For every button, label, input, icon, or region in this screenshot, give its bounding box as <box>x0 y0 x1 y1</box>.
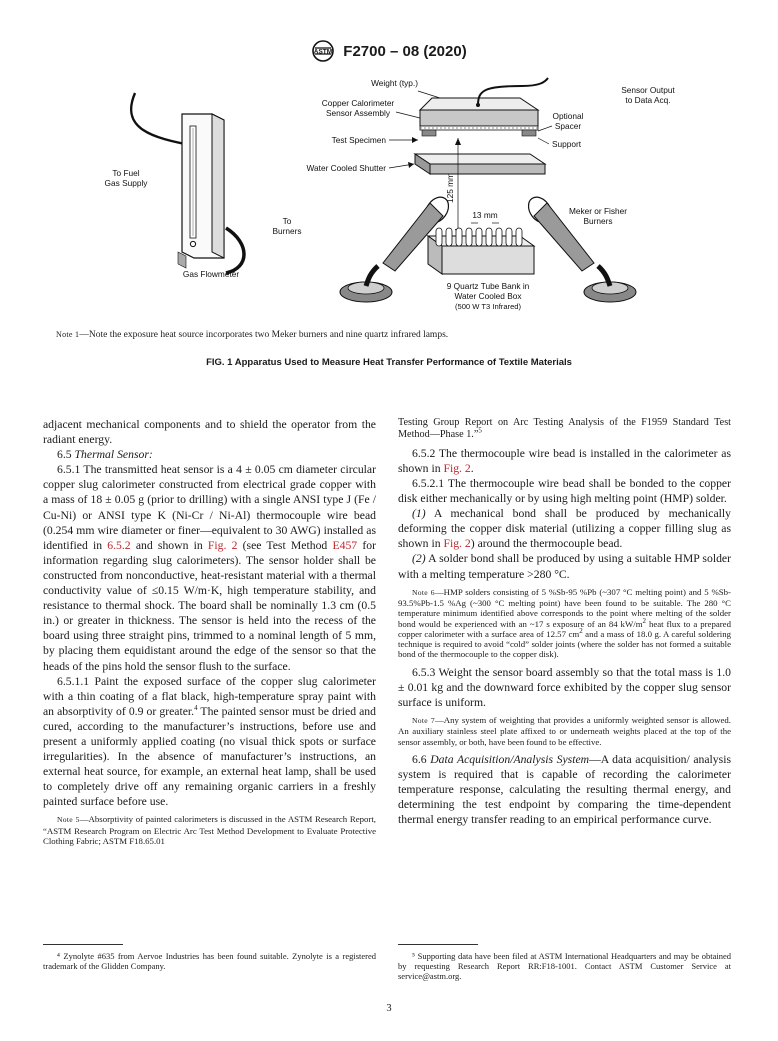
note-label: Note 1 <box>56 330 80 339</box>
paragraph-6-5-2: 6.5.2 The thermocouple wire bead is installed in the calorimeter as shown in Fig. 2. <box>398 446 731 475</box>
figure-caption: FIG. 1 Apparatus Used to Measure Heat Transfer Performance of Textile Materials <box>206 357 572 368</box>
paragraph-6-5-1-1: 6.5.1.1 Paint the exposed surface of the copper slug calorimeter with a thin coating of a flat black, high-temperature spray paint with an absorptivity of 0.9 or greater.$^4$ The painted sensor must be dried and cured, according to the manufacturer’s instructions, before use and present a uniformly applied coating (no visual thick spots or surface irregularities). In the absence of manufacturer’s instructions, an external heat source, for example, an external heat lamp, shall be used to completely drive off any remaining organic carriers in a freshly painted surface before use. <box>43 674 376 809</box>
svg-text:ASTM: ASTM <box>314 48 333 56</box>
label-sensor-output-1: Sensor Output <box>621 85 675 95</box>
label-meker-2: Burners <box>583 216 613 226</box>
footnote-rule <box>43 944 123 945</box>
list-item-2: (2) A solder bond shall be produced by using a suitable HMP solder with a melting temperature >280 °C. <box>398 552 731 581</box>
footnote-5: ⁵ Supporting data have been filed at ASTM International Headquarters and may be obtained by requesting Research Report RR:F18-1001. Contact ASTM Customer Service at service@astm.org. <box>398 951 731 982</box>
standard-designation: F2700 – 08 (2020) <box>343 42 467 60</box>
right-column <box>398 417 731 827</box>
note-6: Note 6—HMP solders consisting of 5 %Sb-95 %Pb (~307 °C melting point) and 5 %Sb-93.5%Pb-1.5 %Ag (~300 °C melting point) have been found to be suitable. The 280 °C temperature minimum identified above corresponds to the point where melting of the solder bond would be experienced with an ~17 s exposure of an 84 $kW/m^2$ heat flux to a prepared copper calorimeter with a surface area of 12.57 $cm^2$ and a mass of 18.0 g. A careful soldering technique is required to avoid “cold” solder joints (where the solder has not formed a suitable bond of the thermocouple to the copper disk). <box>398 586 731 660</box>
label-meker-1: Meker or Fisher <box>568 206 628 216</box>
label-burners-1: To <box>282 216 292 226</box>
link-fig-2[interactable]: Fig. 2 <box>443 461 471 475</box>
page-number: 3 <box>386 1003 392 1014</box>
note-text: —Note the exposure heat source incorporates two Meker burners and nine quartz infrared lamps. <box>79 330 449 340</box>
note-5-continued: Testing Group Report on Arc Testing Analysis of the F1959 Standard Test Method—Phase 1.”$^5$ <box>398 417 731 441</box>
label-support: Support <box>552 139 582 149</box>
label-fuel-1: To Fuel <box>112 168 140 178</box>
label-copper-cal-1: Copper Calorimeter <box>321 98 395 108</box>
footnote-4: ⁴ Zynolyte #635 from Aervoe Industries has been found suitable. Zynolyte is a registered trademark of the Glidden Company. <box>43 951 376 972</box>
figure-note <box>56 330 448 340</box>
paragraph-6-5-2-1: 6.5.2.1 The thermocouple wire bead shall be bonded to the copper disk either mechanically or by using high melting point (HMP) solder. <box>398 477 731 506</box>
label-weight: Weight (typ.) <box>371 78 418 88</box>
label-quartz-3: (500 W T3 Infrared) <box>454 302 522 311</box>
paragraph: adjacent mechanical components and to shield the operator from the radiant energy. <box>43 418 376 447</box>
label-sensor-output-2: to Data Acq. <box>625 95 671 105</box>
link-6-5-2[interactable]: 6.5.2 <box>107 538 131 552</box>
label-burners-2: Burners <box>272 226 302 236</box>
label-optional-2: Spacer <box>554 121 582 131</box>
label-fuel-2: Gas Supply <box>104 178 148 188</box>
footnote-rule <box>398 944 478 945</box>
link-fig-2[interactable]: Fig. 2 <box>443 537 471 551</box>
label-quartz-1: 9 Quartz Tube Bank in <box>446 281 530 291</box>
astm-logo-icon <box>311 40 335 62</box>
paragraph-6-5-3: 6.5.3 Weight the sensor board assembly so that the total mass is 1.0 ± 0.01 kg and the downward force exhibited by the copper slug sensor surface is uniform. <box>398 665 731 709</box>
label-dist-125: 125 mm <box>445 173 455 203</box>
label-quartz-2: Water Cooled Box <box>454 291 522 301</box>
document-header <box>0 40 778 62</box>
paragraph-6-5-1: 6.5.1 The transmitted heat sensor is a 4 ± 0.05 cm diameter circular copper slug calorimeter constructed from electrical grade copper with a mass of 18 ± 0.05 g (prior to drilling) with a single ANSI type J (Fe / Cu-Ni) or ANSI type K (Ni-Cr / Ni-Al) thermocouple wire bead (0.254 mm wire diameter or finer—equivalent to 30 AWG) installed as identified in 6.5.2 and shown in Fig. 2 (see Test Method E457 for information regarding slug calorimeters). The sensor holder shall be constructed from nonconductive, heat-resistant material with a thermal conductivity value of ≤0.15 W/m·K, high temperature stability, and resistance to thermal shock. The board shall be nominally 1.3 cm (0.5 in.) or greater in thickness. The sensor is held into the recess of the board using three straight pins, trimmed to a nominal length of 5 mm, by placing them equidistant around the edge of the sensor so that the heads of the pins hold the sensor flush to the surface. <box>43 463 376 673</box>
sensor-stack-drawing <box>415 78 548 174</box>
label-test-specimen: Test Specimen <box>331 135 386 145</box>
link-e457[interactable]: E457 <box>332 538 358 552</box>
section-heading: 6.5 Thermal Sensor: <box>57 448 153 462</box>
left-column <box>43 417 376 851</box>
label-water-shutter: Water Cooled Shutter <box>306 163 386 173</box>
list-item-1: (1) A mechanical bond shall be produced by mechanically deforming the copper disk material (utilizing a copper filling slug as shown in Fig. 2) around the thermocouple bead. <box>398 507 731 551</box>
label-dist-13: 13 mm <box>472 210 498 220</box>
paragraph-6-6: 6.6 Data Acquisition/Analysis System—A data acquisition/ analysis system is required that is capable of recording the calorimeter temperature response, calculating the resulting thermal energy, and determining the test endpoint by comparing the time-dependent thermal energy transfer reading to an empirical performance curve. <box>398 752 731 827</box>
gas-flowmeter-drawing <box>131 93 244 273</box>
note-5: Note 5—Absorptivity of painted calorimeters is discussed in the ASTM Research Report, “ASTM Research Program on Electric Arc Test Method Development to Evaluate Protective Clothing Fabric; ASTM F18.65.01 <box>43 814 377 847</box>
label-copper-cal-2: Sensor Assembly <box>325 108 391 118</box>
apparatus-figure <box>0 68 778 330</box>
label-optional-1: Optional <box>552 111 584 121</box>
link-fig-2[interactable]: Fig. 2 <box>207 538 238 552</box>
note-7: Note 7—Any system of weighting that provides a uniformly weighted sensor is allowed. An auxiliary stainless steel plate affixed to or underneath weights placed at the top of the sensor assembly, or both, have been found to be effective. <box>398 715 731 747</box>
quartz-tube-bank-drawing <box>428 228 534 274</box>
label-gas-flowmeter: Gas Flowmeter <box>182 269 240 279</box>
